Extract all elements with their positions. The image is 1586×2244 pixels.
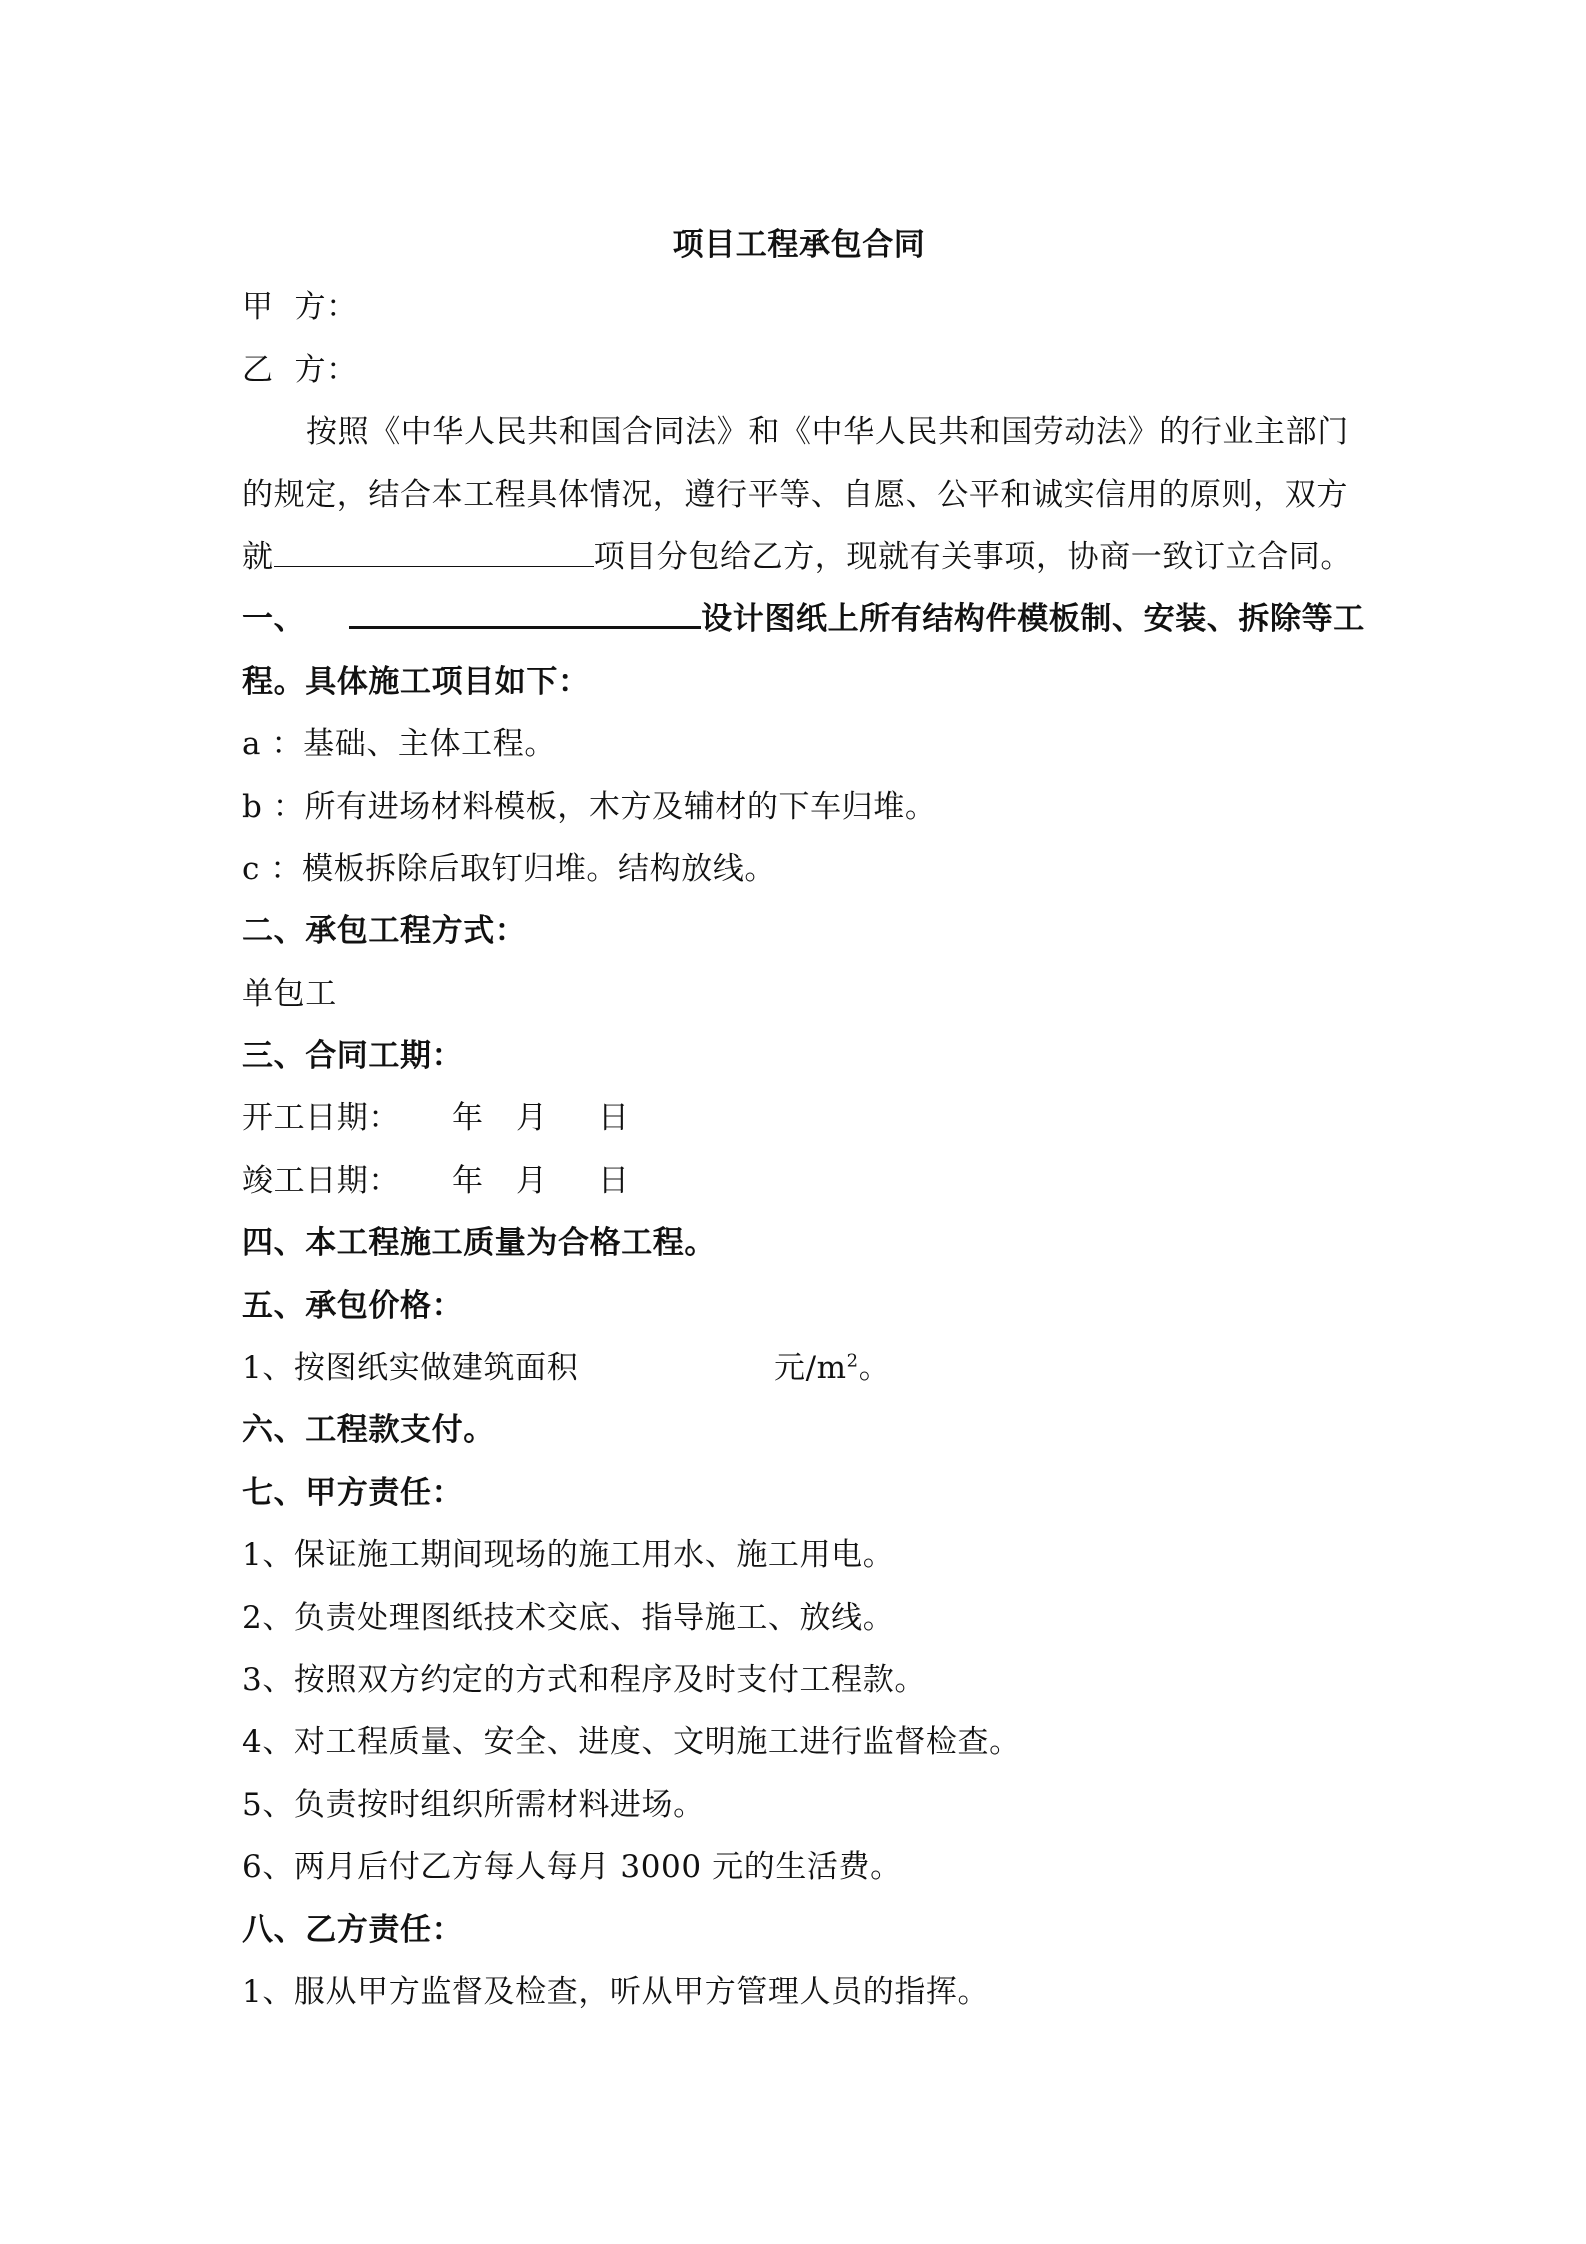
section-6-heading: 六、工程款支付。 (242, 1412, 495, 1449)
section-4-heading: 四、本工程施工质量为合格工程。 (242, 1225, 716, 1262)
section-7-item: 5、负责按时组织所需材料进场。 (242, 1786, 705, 1823)
section-7-item: 3、按照双方约定的方式和程序及时支付工程款。 (242, 1661, 926, 1698)
price-item: 1、按图纸实做建筑面积 (242, 1350, 579, 1387)
section-2-heading: 二、承包工程方式： (242, 913, 527, 950)
section-7-item: 6、两月后付乙方每人每月 3000 元的生活费。 (242, 1849, 902, 1886)
section-7-heading: 七、甲方责任： (242, 1474, 464, 1511)
preamble-line-3 (242, 526, 1356, 588)
section-1-continued: 程。具体施工项目如下： (242, 663, 590, 700)
section-7-item: 2、负责处理图纸技术交底、指导施工、放线。 (242, 1599, 895, 1636)
end-year: 年 (452, 1162, 484, 1199)
section-3-heading: 三、合同工期： (242, 1038, 464, 1075)
party-b-label: 乙 方： (242, 351, 358, 388)
end-day: 日 (598, 1162, 630, 1199)
party-a-label: 甲 方： (242, 289, 358, 326)
document-title: 项目工程承包合同 (672, 227, 926, 263)
section-7-item: 4、对工程质量、安全、进度、文明施工进行监督检查。 (242, 1724, 1021, 1761)
project-name-blank (274, 536, 594, 567)
section-1-number: 一、 (242, 601, 306, 638)
section-8-item: 1、服从甲方监督及检查，听从甲方管理人员的指挥。 (242, 1973, 990, 2010)
section-1-item: c ：模板拆除后取钉归堆。结构放线。 (242, 850, 777, 887)
contract-document (242, 214, 1365, 2023)
preamble-line-2: 的规定，结合本工程具体情况，遵行平等、自愿、公平和诚实信用的原则，双方 (242, 476, 1348, 513)
section-1-item: b ：所有进场材料模板，木方及辅材的下车归堆。 (242, 788, 937, 825)
unit-text: 元/m (774, 1350, 847, 1387)
unit-end: 。 (858, 1350, 891, 1387)
start-date-line (242, 1087, 1356, 1149)
preamble-line-1: 按照《中华人民共和国合同法》和《中华人民共和国劳动法》的行业主部门 (306, 414, 1349, 451)
price-unit (774, 1337, 890, 1399)
end-month: 月 (516, 1162, 548, 1199)
start-month: 月 (516, 1100, 548, 1137)
section-8-heading: 八、乙方责任： (242, 1911, 464, 1948)
end-date-label: 竣工日期： (242, 1162, 400, 1199)
section-1-heading (242, 588, 1365, 650)
section-2-body: 单包工 (242, 975, 337, 1012)
start-year: 年 (452, 1100, 484, 1137)
section-5-heading: 五、承包价格： (242, 1287, 464, 1324)
section-7-item: 1、保证施工期间现场的施工用水、施工用电。 (242, 1537, 895, 1574)
preamble-suffix: 项目分包给乙方，现就有关事项，协商一致订立合同。 (593, 538, 1353, 575)
price-line (242, 1337, 1356, 1399)
start-date-label: 开工日期： (242, 1100, 400, 1137)
section-1-item: a ：基础、主体工程。 (242, 726, 556, 763)
end-date-line (242, 1150, 1356, 1212)
start-day: 日 (598, 1100, 630, 1137)
preamble-prefix: 就 (242, 538, 274, 575)
section-1-blank (349, 596, 701, 629)
section-1-text: 设计图纸上所有结构件模板制、安装、拆除等工 (701, 601, 1365, 638)
unit-superscript: 2 (846, 1350, 859, 1372)
